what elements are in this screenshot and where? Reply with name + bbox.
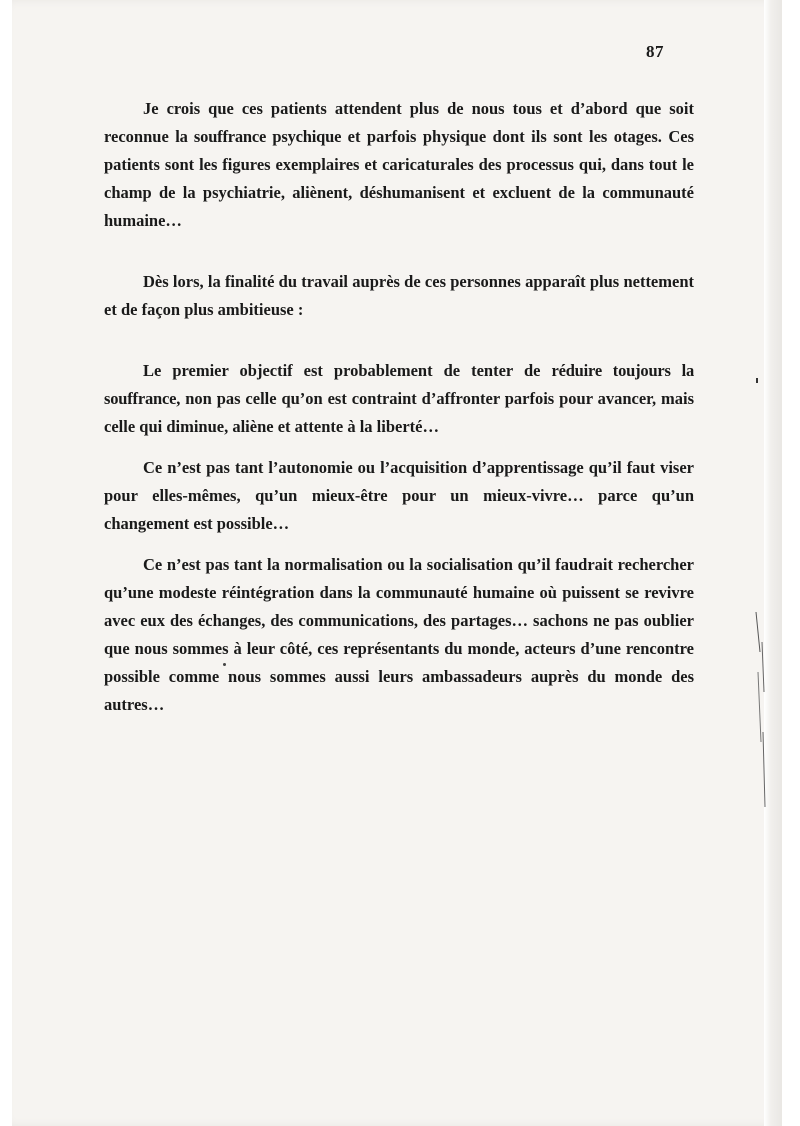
ink-dot (223, 663, 226, 666)
paragraph-text: , non pas celle qu’on est contraint d’affronter parfois pour avancer, mais celle qui diminue, aliène et attente à la liberté… (104, 389, 694, 436)
body-text (104, 95, 694, 719)
paragraph-4 (104, 454, 694, 538)
paragraph-text: Le premier objectif est probablement de tenter de (143, 361, 552, 380)
emphasis-text: réduire toujours la souffrance (104, 361, 695, 408)
margin-tick (756, 378, 758, 383)
paragraph-text: Ce n’est pas tant la normalisation ou la socialisation qu’il faudrait rechercher qu’une modeste réintégration dans la communauté humaine où puissent se revivre avec eux des échanges, des communications, des partages… sachons ne pas oublier que nous sommes à leur côté, ces représentants du monde, acteurs d’une rencontre possible comme nous sommes aussi leurs ambassadeurs auprès du monde des autres… (104, 555, 694, 714)
page-number: 87 (646, 42, 664, 61)
paragraph-text: Dès lors, la finalité du travail auprès de ces personnes apparaît plus nettement et de façon plus ambitieuse : (104, 272, 694, 319)
paragraph-text: Je crois que ces patients attendent plus de nous tous et d’abord que soit reconnue (104, 99, 694, 146)
margin-pencil-marks (752, 612, 768, 812)
paragraph-text: Ce n’est pas tant l’autonomie ou l’acquisition d’apprentissage qu’il faut viser pour elles-mêmes, qu’un mieux-être pour un mieux-vivre… parce qu’un changement est possible… (104, 458, 694, 533)
paragraph-5 (104, 551, 694, 719)
page-edge (764, 0, 782, 1126)
book-page (12, 0, 782, 1126)
emphasis-text: la souffrance psychique (175, 127, 342, 146)
paragraph-1 (104, 95, 694, 235)
paragraph-2 (104, 268, 694, 324)
paragraph-3 (104, 357, 694, 441)
paragraph-text: et parfois physique dont ils sont les otages. Ces patients sont les figures exemplaires et caricaturales des processus qui, dans tout le champ de la psychiatrie, aliènent, déshumanisent et excluent de la communauté humaine… (104, 127, 694, 230)
